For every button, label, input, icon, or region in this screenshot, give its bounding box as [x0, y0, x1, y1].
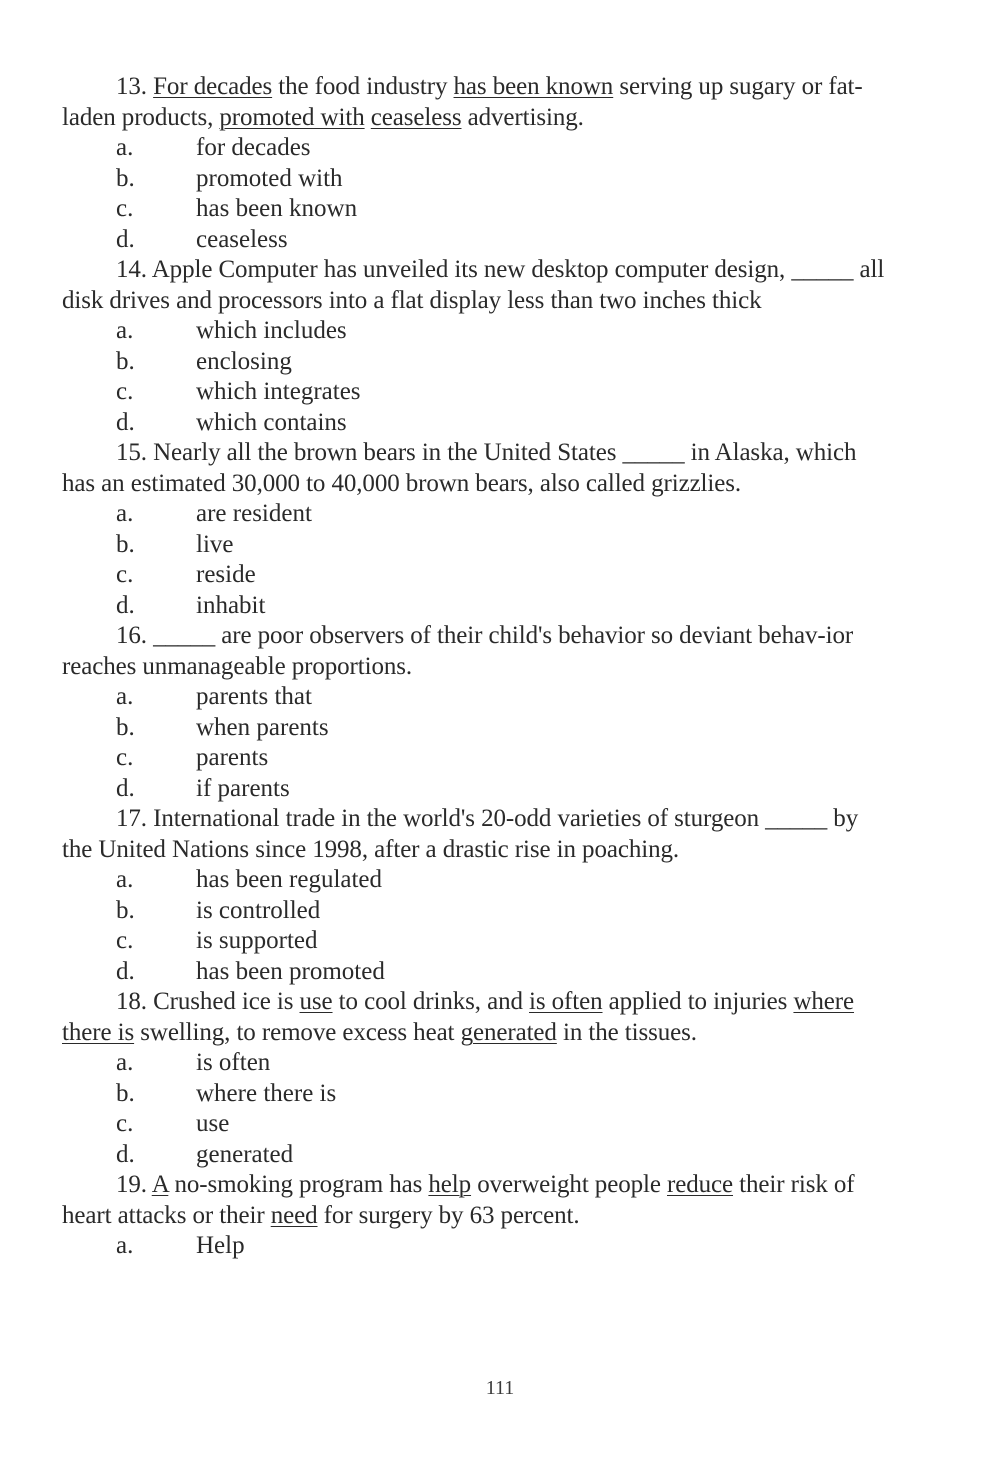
option-letter: c.: [116, 561, 134, 588]
option-text: parents: [196, 744, 269, 771]
question-stem: [62, 804, 892, 865]
option-letter: a.: [116, 683, 134, 710]
stem-text: applied to injuries: [602, 988, 794, 1015]
option-text: Help: [196, 1232, 245, 1259]
option-text: has been known: [196, 195, 358, 222]
option-letter: a.: [116, 134, 134, 161]
option-text: has been promoted: [196, 957, 385, 985]
answer-option: [62, 591, 892, 622]
option-letter: d.: [116, 225, 135, 253]
option-text: ceaseless: [196, 225, 288, 253]
stem-text: no-smoking program has: [168, 1171, 429, 1198]
option-text: has been regulated: [196, 866, 383, 893]
answer-option: [62, 865, 892, 896]
stem-text: Apple Computer has unveiled its new desktop computer design, _____ all disk drives and processors into a flat display less than two inches thick: [62, 256, 885, 314]
option-letter: d.: [116, 1140, 135, 1168]
option-letter: a.: [116, 1049, 134, 1076]
option-text: for decades: [196, 134, 311, 161]
answer-option: [62, 499, 892, 530]
question-stem: [62, 987, 892, 1048]
option-letter: b.: [116, 1079, 135, 1107]
option-text: use: [196, 1110, 230, 1137]
stem-text: Crushed ice is: [146, 988, 300, 1015]
underlined-segment: has been known: [453, 73, 614, 100]
answer-option: [62, 347, 892, 378]
option-text: live: [196, 530, 234, 558]
question-list: [62, 72, 892, 1262]
option-letter: d.: [116, 774, 135, 802]
option-text: are resident: [196, 500, 312, 527]
option-letter: c.: [116, 927, 134, 954]
stem-text: for surgery by 63 percent.: [317, 1201, 580, 1229]
answer-option: [62, 530, 892, 561]
option-text: inhabit: [196, 591, 266, 619]
stem-text: serving up sugary or fat-laden products,: [62, 73, 863, 131]
option-text: is controlled: [196, 896, 321, 924]
question-15: [62, 438, 892, 621]
option-letter: c.: [116, 1110, 134, 1137]
answer-option: [62, 133, 892, 164]
question-stem: [62, 72, 892, 133]
question-stem: [62, 438, 892, 499]
underlined-segment: promoted with: [219, 103, 365, 131]
underlined-segment: reduce: [667, 1171, 734, 1198]
stem-text: to cool drinks, and: [332, 988, 530, 1015]
answer-option: [62, 1048, 892, 1079]
underlined-segment: where there is: [62, 988, 855, 1046]
answer-option: [62, 774, 892, 805]
stem-text: overweight people: [471, 1171, 667, 1198]
answer-option: [62, 225, 892, 256]
answer-option: [62, 1079, 892, 1110]
question-14: [62, 255, 892, 438]
page-number: 111: [485, 1377, 515, 1399]
question-13: [62, 72, 892, 255]
stem-text: in the tissues.: [556, 1018, 697, 1046]
answer-option: [62, 926, 892, 957]
option-letter: d.: [116, 957, 135, 985]
option-letter: b.: [116, 530, 135, 558]
answer-option: [62, 316, 892, 347]
question-16: [62, 621, 892, 804]
option-text: parents that: [196, 683, 312, 710]
underlined-segment: need: [270, 1201, 318, 1229]
answer-option: [62, 1231, 892, 1262]
question-number: 13.: [116, 73, 147, 100]
answer-option: [62, 957, 892, 988]
option-text: when parents: [196, 713, 329, 741]
option-letter: a.: [116, 500, 134, 527]
underlined-segment: For decades: [153, 73, 273, 100]
stem-text: _____ are poor observers of their child's behavior so deviant behav-ior reaches unmanageable proportions.: [62, 622, 854, 680]
stem-text: advertising.: [461, 103, 584, 131]
question-stem: [62, 621, 892, 682]
underlined-segment: generated: [460, 1018, 557, 1046]
stem-text: their risk of heart attacks or their: [62, 1171, 855, 1229]
question-17: [62, 804, 892, 987]
answer-option: [62, 743, 892, 774]
answer-option: [62, 682, 892, 713]
question-number: 14.: [116, 256, 147, 283]
option-text: which integrates: [196, 378, 361, 405]
option-text: enclosing: [196, 347, 292, 375]
answer-option: [62, 896, 892, 927]
option-letter: c.: [116, 378, 134, 405]
answer-option: [62, 1109, 892, 1140]
option-text: where there is: [196, 1079, 337, 1107]
underlined-segment: A: [151, 1171, 169, 1198]
answer-option: [62, 164, 892, 195]
option-letter: b.: [116, 713, 135, 741]
option-letter: a.: [116, 866, 134, 893]
option-text: which includes: [196, 317, 347, 344]
option-text: promoted with: [196, 164, 343, 192]
option-text: reside: [196, 561, 256, 588]
option-letter: b.: [116, 896, 135, 924]
question-19: [62, 1170, 892, 1262]
question-number: 17.: [116, 805, 147, 832]
answer-option: [62, 560, 892, 591]
answer-option: [62, 713, 892, 744]
answer-option: [62, 377, 892, 408]
option-letter: c.: [116, 744, 134, 771]
option-letter: d.: [116, 591, 135, 619]
option-letter: a.: [116, 317, 134, 344]
underlined-segment: help: [428, 1171, 472, 1198]
question-stem: [62, 255, 892, 316]
option-letter: b.: [116, 164, 135, 192]
answer-option: [62, 408, 892, 439]
question-number: 15.: [116, 439, 147, 466]
answer-option: [62, 194, 892, 225]
option-letter: a.: [116, 1232, 134, 1259]
option-letter: d.: [116, 408, 135, 436]
stem-text: Nearly all the brown bears in the United States _____ in Alaska, which has an estimated 30,000 to 40,000 brown bears, also called grizzlies.: [62, 439, 857, 497]
option-letter: c.: [116, 195, 134, 222]
underlined-segment: ceaseless: [370, 103, 462, 131]
option-text: is supported: [196, 927, 318, 954]
question-number: 16.: [116, 622, 147, 649]
question-number: 19.: [116, 1171, 147, 1198]
option-text: generated: [196, 1140, 294, 1168]
underlined-segment: is often: [529, 988, 603, 1015]
option-text: if parents: [196, 774, 290, 802]
option-text: which contains: [196, 408, 347, 436]
question-number: 18.: [116, 988, 147, 1015]
question-18: [62, 987, 892, 1170]
option-text: is often: [196, 1049, 271, 1076]
stem-text: International trade in the world's 20-odd varieties of sturgeon _____ by the United Nations since 1998, after a drastic rise in poaching.: [62, 805, 859, 863]
stem-text: swelling, to remove excess heat: [134, 1018, 461, 1046]
underlined-segment: use: [299, 988, 333, 1015]
option-letter: b.: [116, 347, 135, 375]
stem-text: the food industry: [272, 73, 454, 100]
question-stem: [62, 1170, 892, 1231]
answer-option: [62, 1140, 892, 1171]
